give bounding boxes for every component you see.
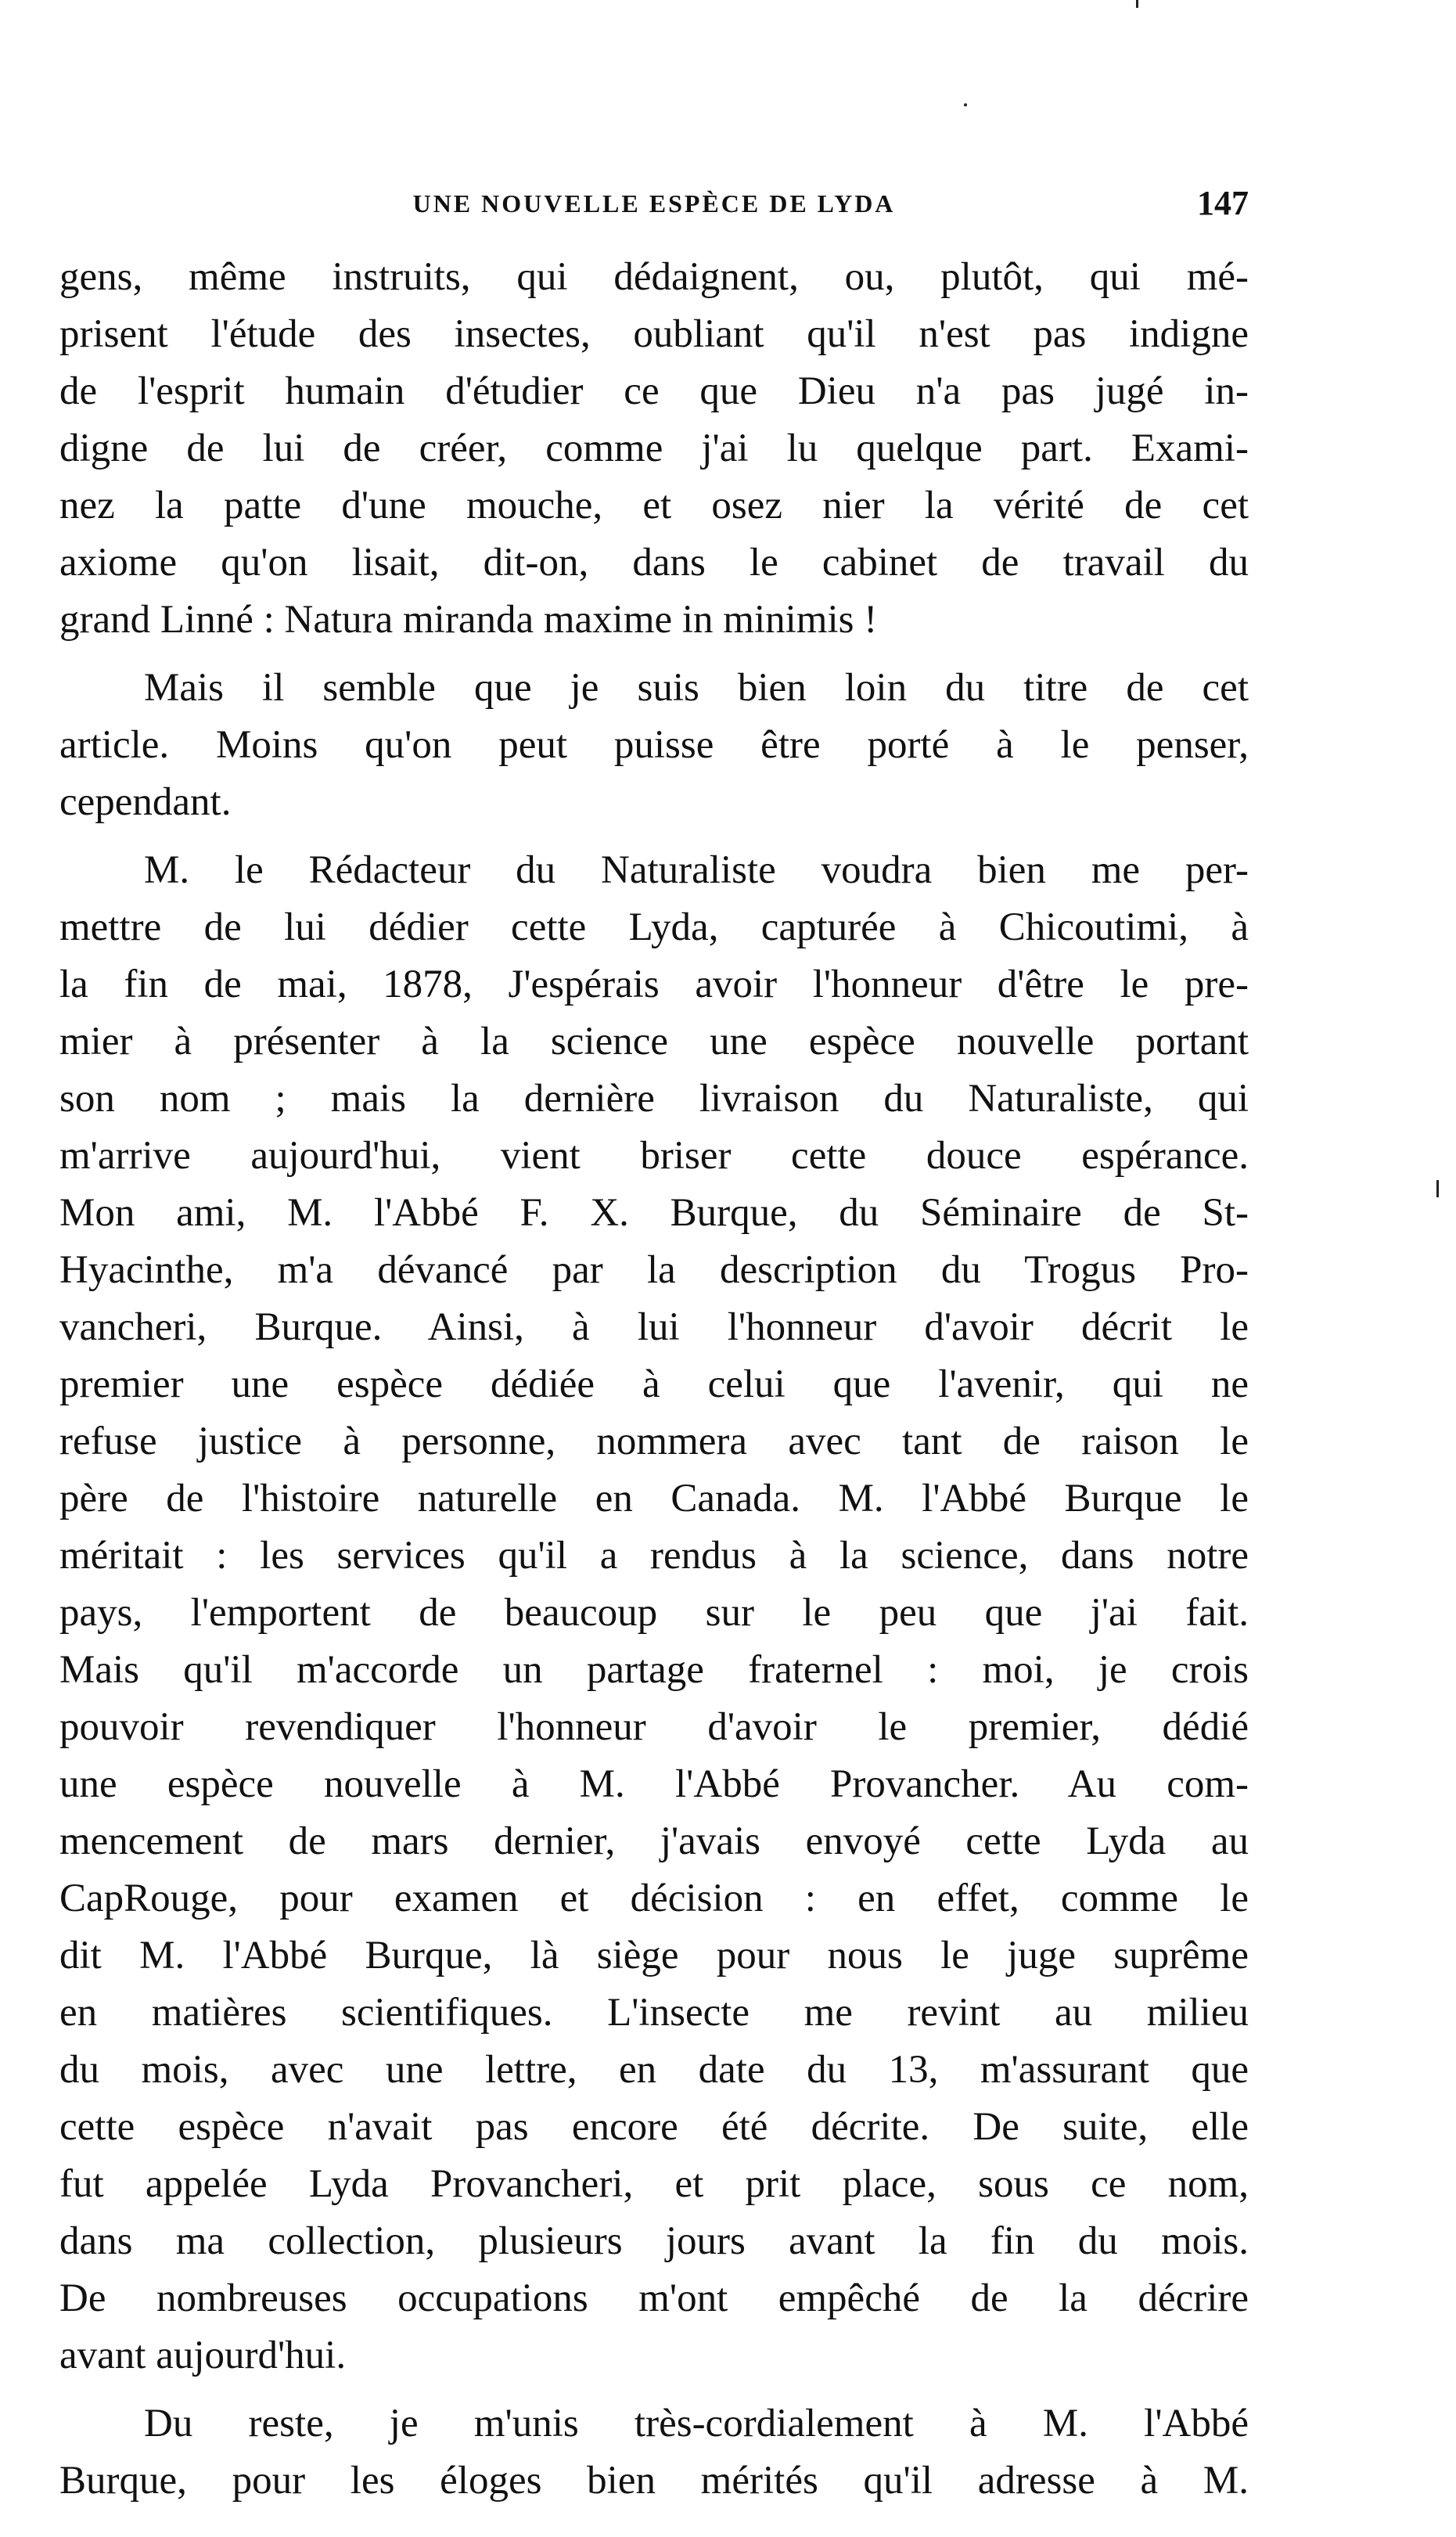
- text-line: axiome qu'on lisait, dit-on, dans le cabinet de travail du: [59, 541, 1249, 585]
- text-line: méritait : les services qu'il a rendus à la science, dans notre: [59, 1534, 1249, 1578]
- text-line: cette espèce n'avait pas encore été décrite. De suite, elle: [59, 2105, 1249, 2149]
- body-text: [59, 249, 1249, 2510]
- paragraph: [59, 842, 1249, 2384]
- scan-speck: [1436, 1180, 1439, 1197]
- text-line: Burque, pour les éloges bien mérités qu'il adresse à M.: [59, 2459, 1249, 2503]
- text-line: du mois, avec une lettre, en date du 13, m'assurant que: [59, 2048, 1249, 2092]
- text-line: gens, même instruits, qui dédaignent, ou, plutôt, qui mé-: [59, 255, 1249, 299]
- text-line: De nombreuses occupations m'ont empêché de la décrire: [59, 2276, 1249, 2320]
- text-line: père de l'histoire naturelle en Canada. M. l'Abbé Burque le: [59, 1477, 1249, 1520]
- text-line: son nom ; mais la dernière livraison du Naturaliste, qui: [59, 1077, 1249, 1121]
- text-line: dit M. l'Abbé Burque, là siège pour nous le juge suprême: [59, 1934, 1249, 1977]
- running-head: UNE NOUVELLE ESPÈCE DE LYDA: [412, 189, 896, 218]
- text-line: Hyacinthe, m'a dévancé par la description du Trogus Pro-: [59, 1248, 1249, 1292]
- text-line: CapRouge, pour examen et décision : en effet, comme le: [59, 1877, 1249, 1920]
- page-number: 147: [1197, 184, 1249, 222]
- text-line: fut appelée Lyda Provancheri, et prit place, sous ce nom,: [59, 2162, 1249, 2206]
- text-line: Mais qu'il m'accorde un partage fraternel : moi, je crois: [59, 1648, 1249, 1692]
- text-line: vancheri, Burque. Ainsi, à lui l'honneur d'avoir décrit le: [59, 1305, 1249, 1349]
- text-line: pays, l'emportent de beaucoup sur le peu que j'ai fait.: [59, 1591, 1249, 1635]
- text-line: grand Linné : Natura miranda maxime in minimis !: [59, 598, 878, 642]
- text-line: en matières scientifiques. L'insecte me revint au milieu: [59, 1991, 1249, 2035]
- text-line: pouvoir revendiquer l'honneur d'avoir le premier, dédié: [59, 1705, 1249, 1749]
- text-line: Mais il semble que je suis bien loin du titre de cet: [144, 666, 1249, 710]
- text-line: dans ma collection, plusieurs jours avant la fin du mois.: [59, 2219, 1249, 2263]
- text-line: prisent l'étude des insectes, oubliant qu'il n'est pas indigne: [59, 312, 1249, 356]
- paragraph: [59, 660, 1249, 831]
- text-line: de l'esprit humain d'étudier ce que Dieu n'a pas jugé in-: [59, 369, 1249, 413]
- text-line: la fin de mai, 1878, J'espérais avoir l'honneur d'être le pre-: [59, 963, 1249, 1006]
- text-line: cependant.: [59, 780, 232, 824]
- text-line: une espèce nouvelle à M. l'Abbé Provancher. Au com-: [59, 1762, 1249, 1806]
- text-line: refuse justice à personne, nommera avec tant de raison le: [59, 1420, 1249, 1463]
- text-line: nez la patte d'une mouche, et osez nier la vérité de cet: [59, 484, 1249, 527]
- text-line: Mon ami, M. l'Abbé F. X. Burque, du Séminaire de St-: [59, 1191, 1249, 1235]
- scan-speck: [964, 103, 967, 106]
- paragraph: [59, 2395, 1249, 2510]
- text-line: premier une espèce dédiée à celui que l'avenir, qui ne: [59, 1362, 1249, 1406]
- text-line: digne de lui de créer, comme j'ai lu quelque part. Exami-: [59, 426, 1249, 470]
- text-line: mier à présenter à la science une espèce nouvelle portant: [59, 1020, 1249, 1063]
- text-line: article. Moins qu'on peut puisse être porté à le penser,: [59, 723, 1249, 767]
- text-line: m'arrive aujourd'hui, vient briser cette douce espérance.: [59, 1134, 1249, 1178]
- text-line: M. le Rédacteur du Naturaliste voudra bien me per-: [144, 848, 1249, 892]
- scan-speck: [1136, 0, 1138, 8]
- text-line: avant aujourd'hui.: [59, 2334, 347, 2377]
- text-line: Du reste, je m'unis très-cordialement à M. l'Abbé: [144, 2402, 1249, 2445]
- page-header: [59, 186, 1249, 233]
- text-line: mettre de lui dédier cette Lyda, capturée à Chicoutimi, à: [59, 905, 1249, 949]
- paragraph: [59, 249, 1249, 649]
- text-line: mencement de mars dernier, j'avais envoyé cette Lyda au: [59, 1819, 1249, 1863]
